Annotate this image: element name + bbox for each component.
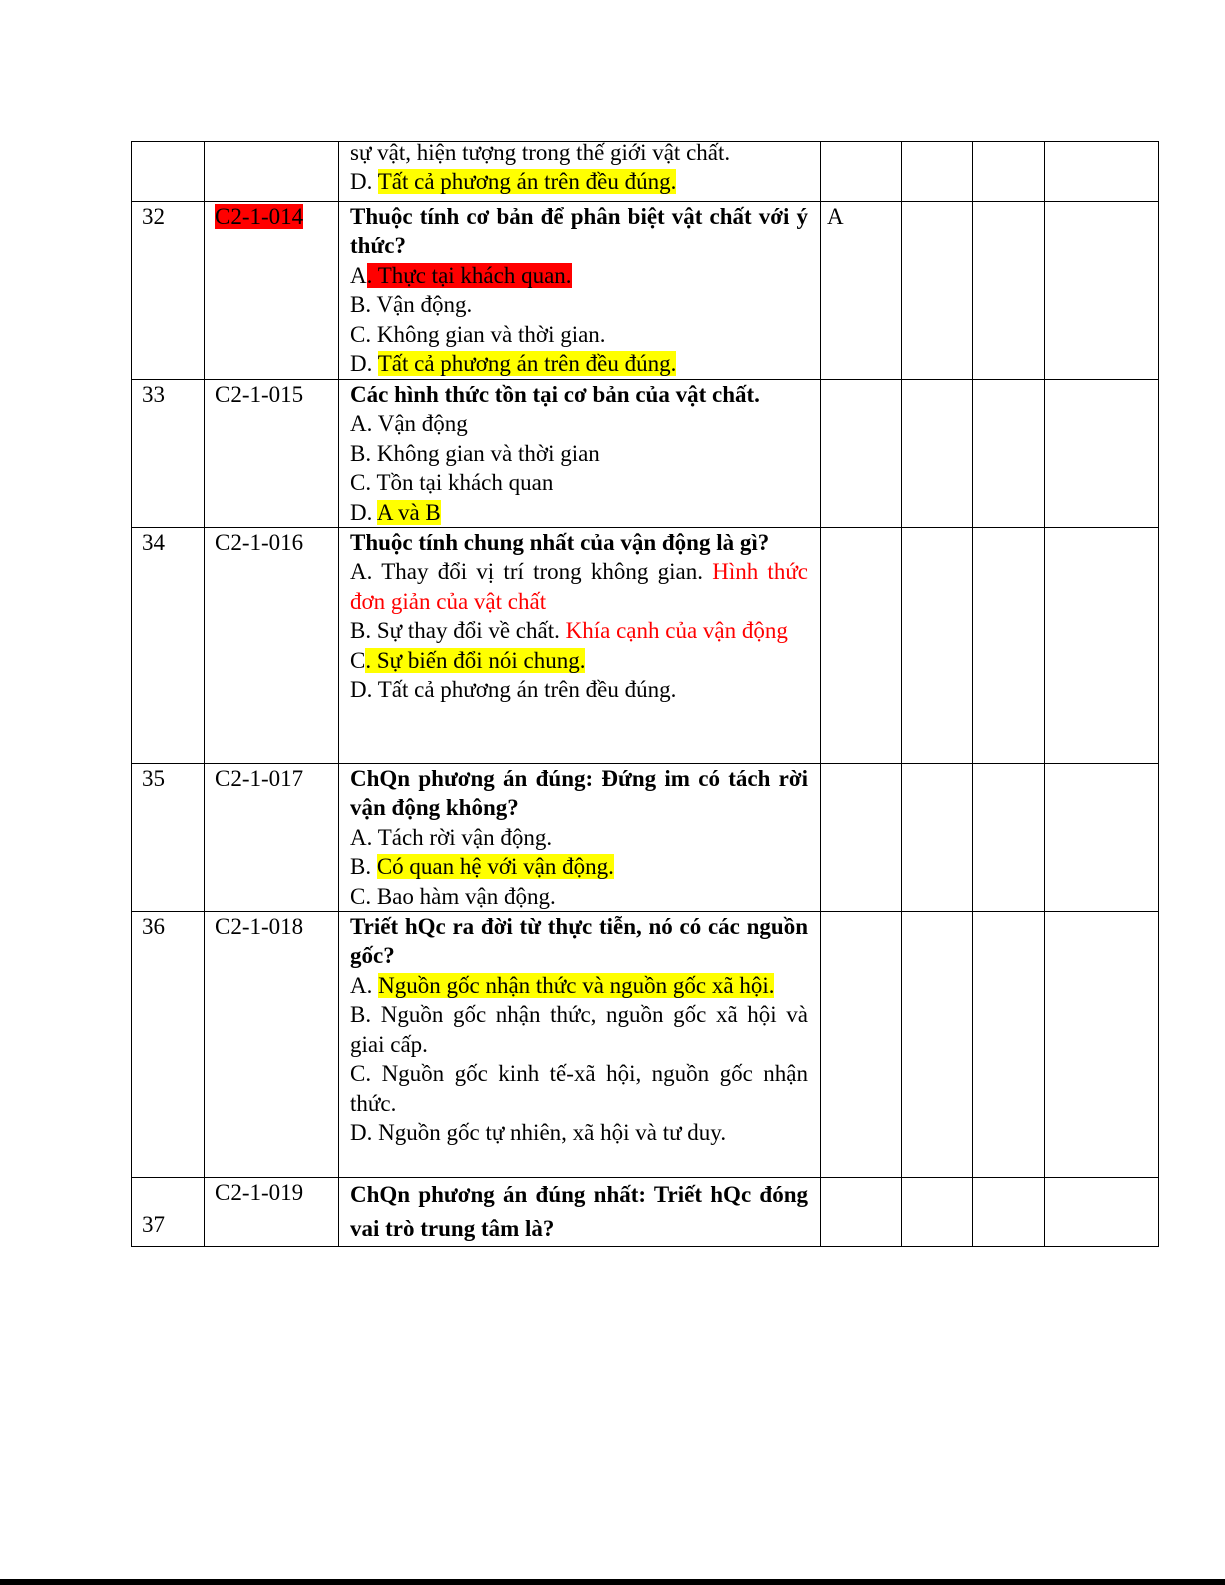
- option-b: B. Có quan hệ với vận động.: [350, 854, 614, 880]
- question-number: 35: [132, 764, 205, 912]
- question-code: C2-1-018: [205, 912, 339, 1178]
- option-d: D. Tất cả phương án trên đều đúng.: [350, 169, 677, 195]
- question-code: C2-1-019: [205, 1178, 339, 1247]
- table-row: [132, 142, 1159, 202]
- empty-cell: [902, 764, 973, 912]
- question-content: [339, 1178, 821, 1247]
- question-stem: ChQn phương án đúng nhất: Triết hQc đóng vai trò trung tâm là?: [350, 1182, 808, 1242]
- highlighted-answer: Nguồn gốc nhận thức và nguồn gốc xã hội.: [378, 972, 775, 998]
- option-c: C. Sự biến đổi nói chung.: [350, 647, 586, 673]
- empty-cell: [973, 380, 1045, 528]
- answer-cell: [821, 380, 902, 528]
- option-c: C. Bao hàm vận động.: [350, 883, 556, 909]
- option-c: C. Nguồn gốc kinh tế-xã hội, nguồn gốc nhận thức.: [350, 1061, 809, 1116]
- empty-cell: [902, 202, 973, 380]
- question-number: 32: [132, 202, 205, 380]
- question-number: [132, 142, 205, 202]
- empty-cell: [902, 380, 973, 528]
- highlighted-answer: Có quan hệ với vận động.: [376, 854, 614, 880]
- question-code: C2-1-016: [205, 528, 339, 764]
- option-a: A. Thực tại khách quan.: [350, 262, 572, 288]
- question-code: C2-1-015: [205, 380, 339, 528]
- empty-cell: [902, 142, 973, 202]
- empty-cell: [1045, 1178, 1159, 1247]
- option-c: C. Tồn tại khách quan: [350, 470, 554, 496]
- empty-cell: [973, 202, 1045, 380]
- question-code: [205, 202, 339, 380]
- empty-cell: [1045, 764, 1159, 912]
- option-a: A. Vận động: [350, 411, 468, 437]
- flagged-answer: . Thực tại khách quan.: [366, 262, 572, 288]
- empty-cell: [902, 912, 973, 1178]
- answer-cell: [821, 142, 902, 202]
- page-bottom-edge: [0, 1579, 1225, 1585]
- empty-cell: [1045, 528, 1159, 764]
- table-row: [132, 528, 1159, 764]
- question-table: [131, 141, 1159, 1247]
- highlighted-answer: Tất cả phương án trên đều đúng.: [377, 351, 677, 377]
- empty-cell: [1045, 912, 1159, 1178]
- option-b: B. Không gian và thời gian: [350, 440, 600, 466]
- empty-cell: [1045, 202, 1159, 380]
- table-row: [132, 380, 1159, 528]
- option-continuation: sự vật, hiện tượng trong thế giới vật chất.: [350, 140, 731, 165]
- answer-cell: [821, 528, 902, 764]
- question-number: 34: [132, 528, 205, 764]
- highlighted-answer: . Sự biến đổi nói chung.: [365, 647, 586, 673]
- option-d: D. A và B: [350, 499, 441, 525]
- table-row: [132, 912, 1159, 1178]
- option-a: A. Nguồn gốc nhận thức và nguồn gốc xã hội.: [350, 972, 775, 998]
- empty-cell: [1045, 380, 1159, 528]
- question-stem: Thuộc tính cơ bản để phân biệt vật chất với ý thức?: [350, 204, 808, 259]
- table-row: [132, 202, 1159, 380]
- question-stem: Triết hQc ra đời từ thực tiễn, nó có các nguồn gốc?: [350, 914, 808, 969]
- table-row: [132, 1178, 1159, 1247]
- option-a: A. Thay đổi vị trí trong không gian. Hình thức đơn giản của vật chất: [350, 559, 808, 614]
- question-code: [205, 142, 339, 202]
- option-b: B. Vận động.: [350, 292, 473, 318]
- option-d: D. Tất cả phương án trên đều đúng.: [350, 351, 677, 377]
- empty-cell: [973, 764, 1045, 912]
- question-content: [339, 380, 821, 528]
- option-d: D. Nguồn gốc tự nhiên, xã hội và tư duy.: [350, 1119, 727, 1145]
- highlighted-answer: A và B: [376, 499, 441, 525]
- answer-cell: [821, 912, 902, 1178]
- question-number: 33: [132, 380, 205, 528]
- empty-cell: [973, 528, 1045, 764]
- empty-cell: [902, 1178, 973, 1247]
- empty-cell: [973, 142, 1045, 202]
- question-content: [339, 764, 821, 912]
- highlighted-answer: Tất cả phương án trên đều đúng.: [377, 169, 677, 195]
- question-code: C2-1-017: [205, 764, 339, 912]
- answer-cell: A: [821, 202, 902, 380]
- question-stem: ChQn phương án đúng: Đứng im có tách rời vận động không?: [350, 766, 808, 821]
- option-a: A. Tách rời vận động.: [350, 824, 553, 850]
- question-content: [339, 912, 821, 1178]
- table-row: [132, 764, 1159, 912]
- option-d: D. Tất cả phương án trên đều đúng.: [350, 677, 677, 703]
- option-c: C. Không gian và thời gian.: [350, 321, 606, 347]
- red-note: Hình thức đơn giản của vật chất: [350, 559, 808, 614]
- option-b: B. Sự thay đổi về chất. Khía cạnh của vận động: [350, 618, 788, 644]
- empty-cell: [1045, 142, 1159, 202]
- empty-cell: [973, 912, 1045, 1178]
- question-content: [339, 202, 821, 380]
- flagged-code: C2-1-014: [215, 204, 304, 229]
- question-content: [339, 528, 821, 764]
- answer-cell: [821, 1178, 902, 1247]
- empty-cell: [973, 1178, 1045, 1247]
- question-stem: Các hình thức tồn tại cơ bản của vật chất.: [350, 382, 760, 407]
- question-number: 37: [132, 1178, 205, 1247]
- red-note: Khía cạnh của vận động: [565, 618, 788, 644]
- answer-cell: [821, 764, 902, 912]
- question-number: 36: [132, 912, 205, 1178]
- empty-cell: [902, 528, 973, 764]
- option-b: B. Nguồn gốc nhận thức, nguồn gốc xã hội và giai cấp.: [350, 1002, 809, 1057]
- question-content: [339, 142, 821, 202]
- question-stem: Thuộc tính chung nhất của vận động là gì?: [350, 530, 770, 556]
